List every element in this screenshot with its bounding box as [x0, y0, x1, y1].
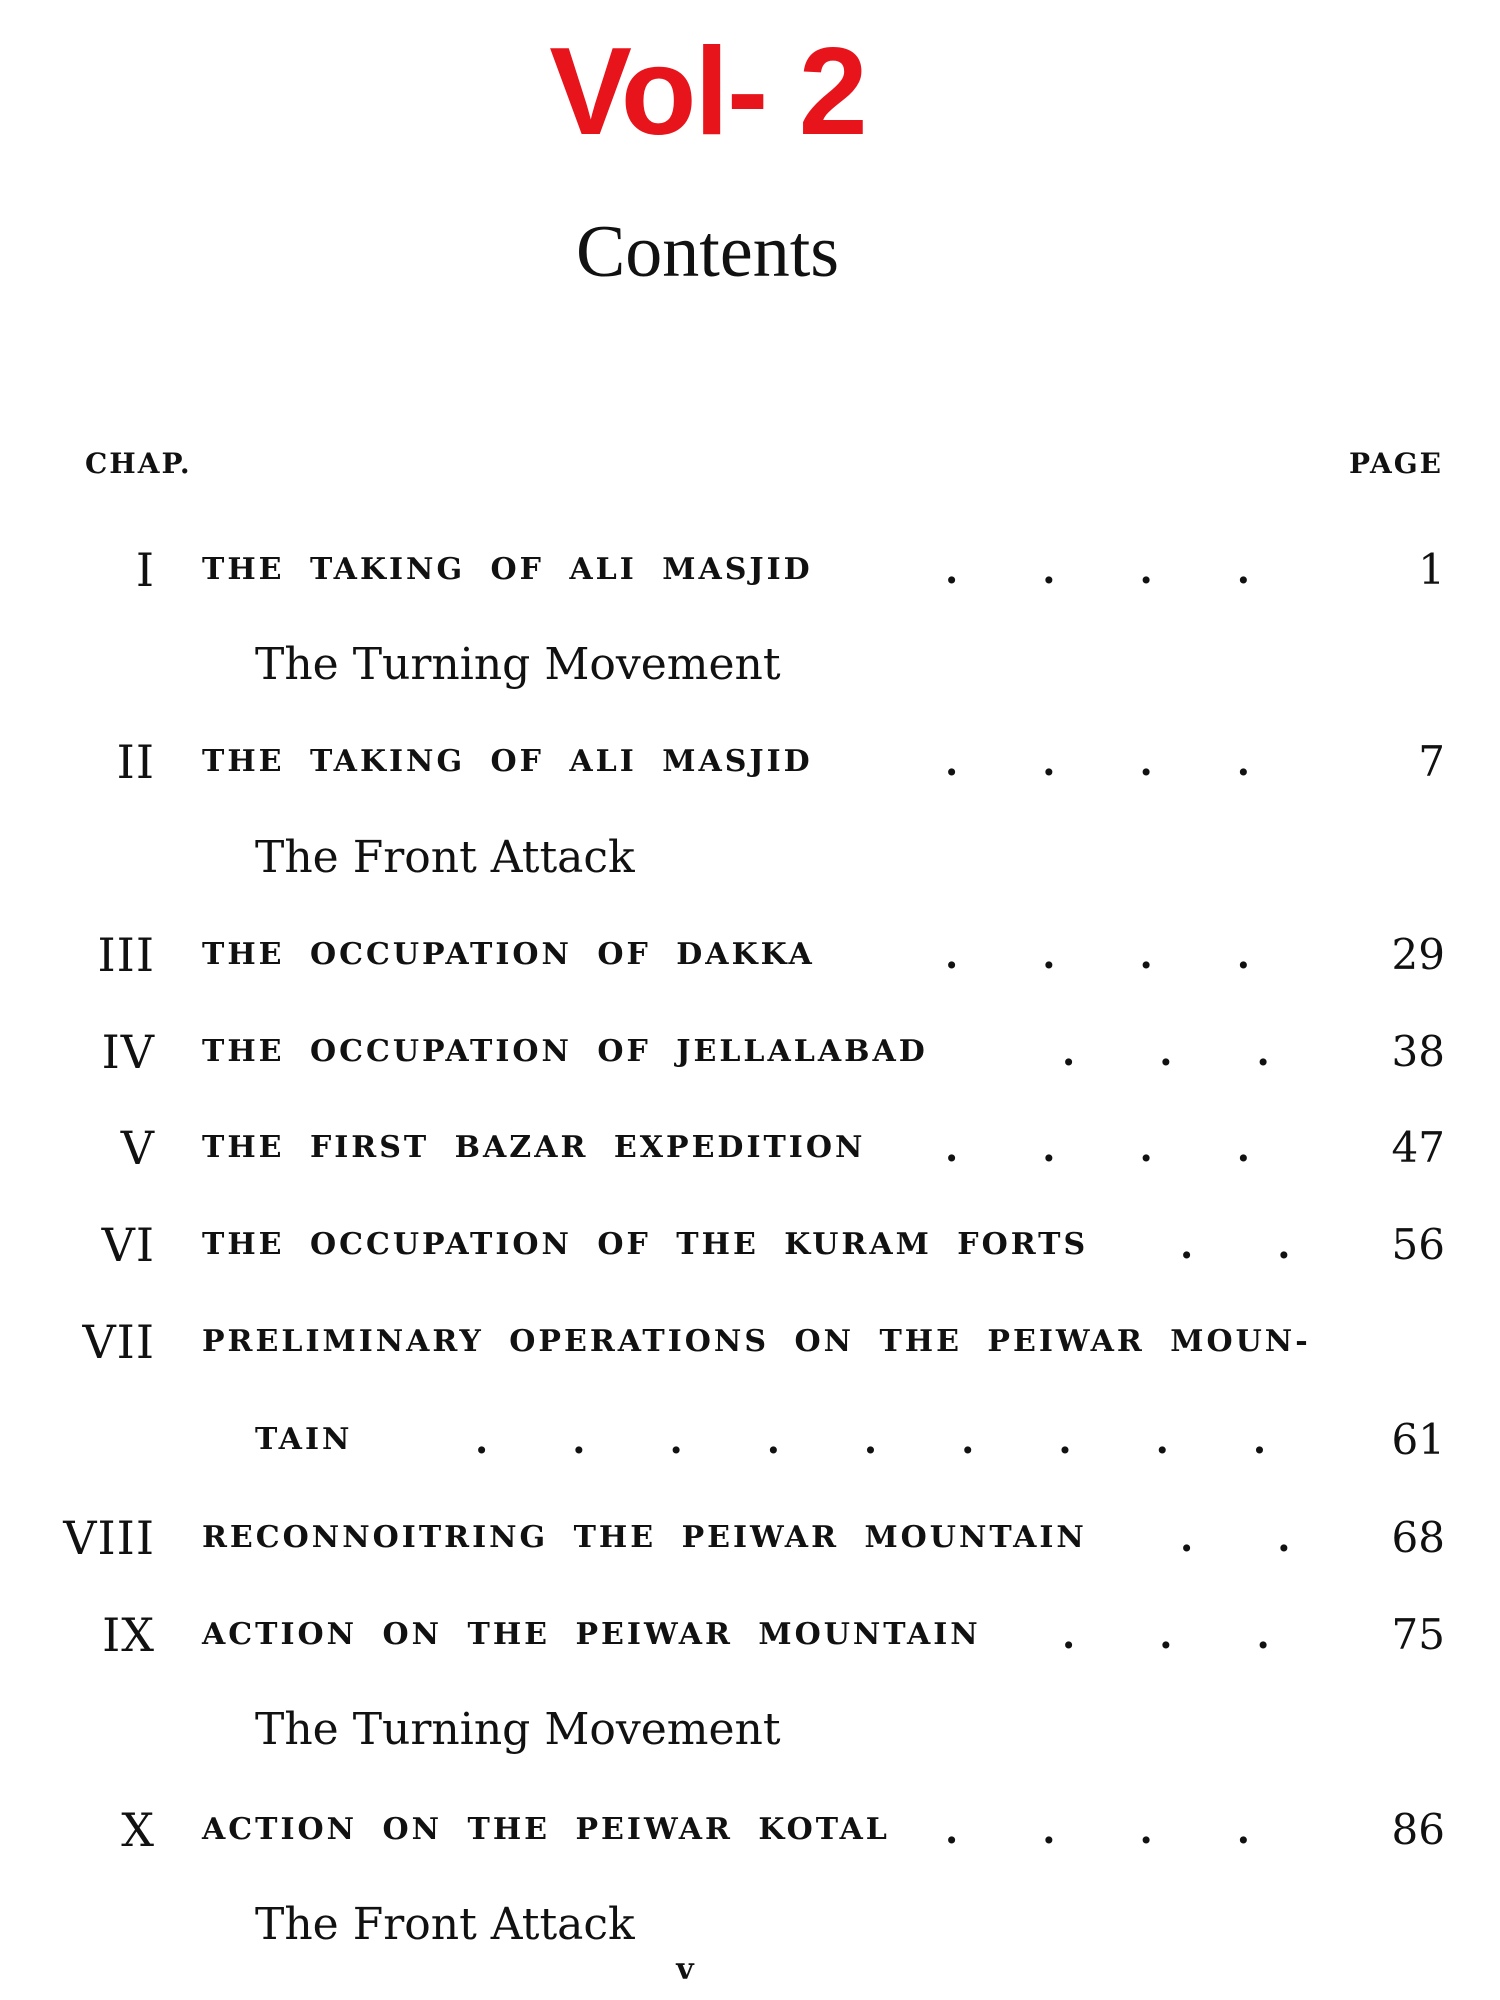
chapter-title: ACTION ON THE PEIWAR KOTAL: [202, 1812, 890, 1847]
chapter-number: V: [120, 1121, 155, 1175]
chapter-number: VI: [101, 1218, 155, 1272]
chapter-title: THE OCCUPATION OF DAKKA: [202, 937, 815, 972]
page-number: 1: [1418, 545, 1445, 594]
page-number: 7: [1418, 737, 1445, 786]
chapter-title: RECONNOITRING THE PEIWAR MOUNTAIN: [202, 1520, 1087, 1555]
dot-leader: ..: [1180, 1515, 1375, 1560]
folio-page-number: v: [676, 1952, 694, 1987]
page-number: 86: [1391, 1805, 1445, 1854]
toc-entry: [0, 1800, 1500, 1860]
dot-leader: ...: [1062, 1029, 1354, 1074]
chapter-title: PRELIMINARY OPERATIONS ON THE PEIWAR MOUN-: [202, 1324, 1311, 1359]
toc-entry: [0, 925, 1500, 985]
toc-entry: [0, 732, 1500, 792]
page-number: 29: [1391, 930, 1445, 979]
chapter-title: THE TAKING OF ALI MASJID: [202, 552, 813, 587]
chapter-number: X: [121, 1803, 155, 1857]
chap-column-header: CHAP.: [85, 447, 192, 480]
toc-entry: [0, 1605, 1500, 1665]
dot-leader: .........: [475, 1417, 1351, 1462]
chapter-title-continuation: TAIN: [255, 1422, 353, 1457]
dot-leader: ....: [945, 1807, 1334, 1852]
toc-entry: [0, 1508, 1500, 1568]
chapter-number: III: [97, 928, 155, 982]
page-number: 56: [1391, 1220, 1445, 1269]
volume-label: Vol- 2: [549, 23, 866, 161]
page-number: 75: [1391, 1610, 1445, 1659]
contents-heading: Contents: [575, 211, 840, 293]
chapter-subtitle: The Front Attack: [255, 1899, 635, 1950]
dot-leader: ..: [1180, 1222, 1375, 1267]
toc-entry: [0, 1118, 1500, 1178]
page-number: 47: [1391, 1123, 1445, 1172]
toc-entry-continuation: [0, 1410, 1500, 1470]
dot-leader: ....: [945, 1125, 1334, 1170]
page-number: 38: [1391, 1027, 1445, 1076]
toc-entry: [0, 540, 1500, 600]
dot-leader: ....: [945, 932, 1334, 977]
chapter-number: VIII: [63, 1511, 155, 1565]
toc-entry: [0, 1215, 1500, 1275]
chapter-number: I: [135, 543, 155, 597]
chapter-subtitle: The Front Attack: [255, 832, 635, 883]
toc-entry: [0, 1022, 1500, 1082]
chapter-title: THE TAKING OF ALI MASJID: [202, 744, 813, 779]
chapter-number: VII: [82, 1315, 155, 1369]
chapter-subtitle: The Turning Movement: [255, 639, 781, 690]
chapter-number: IV: [101, 1025, 155, 1079]
chapter-title: THE OCCUPATION OF JELLALABAD: [202, 1034, 928, 1069]
dot-leader: ....: [945, 739, 1334, 784]
chapter-title: ACTION ON THE PEIWAR MOUNTAIN: [202, 1617, 981, 1652]
chapter-title: THE OCCUPATION OF THE KURAM FORTS: [202, 1227, 1089, 1262]
chapter-subtitle: The Turning Movement: [255, 1704, 781, 1755]
dot-leader: ....: [945, 547, 1334, 592]
dot-leader: ...: [1062, 1612, 1354, 1657]
page-number: 68: [1391, 1513, 1445, 1562]
page-column-header: PAGE: [1349, 447, 1443, 480]
chapter-number: IX: [102, 1608, 155, 1662]
page-number: 61: [1391, 1415, 1445, 1464]
toc-entry: [0, 1312, 1500, 1372]
chapter-title: THE FIRST BAZAR EXPEDITION: [202, 1130, 866, 1165]
chapter-number: II: [116, 735, 155, 789]
